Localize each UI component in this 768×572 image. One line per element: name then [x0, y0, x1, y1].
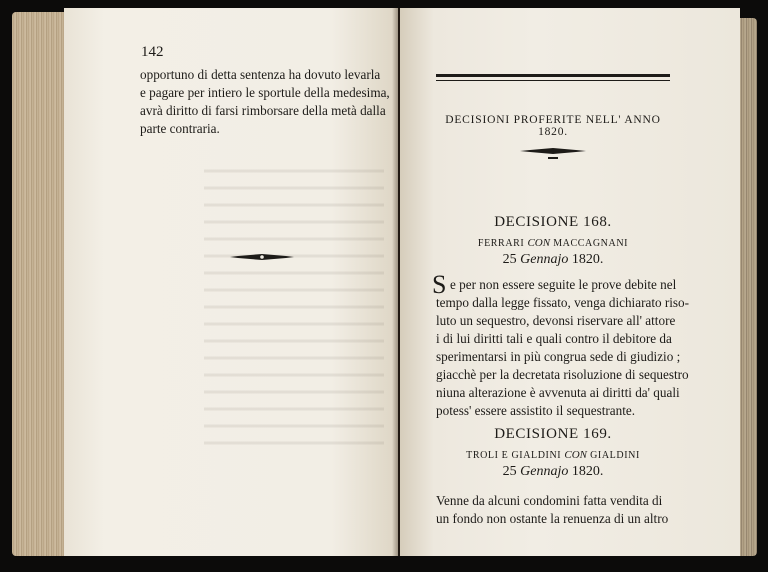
- party-a: TROLI E GIALDINI: [466, 450, 562, 461]
- decision-168-date: [436, 252, 670, 268]
- page-number: 142: [141, 44, 164, 60]
- ornament-divider: [520, 146, 586, 162]
- decision-168-text-line: tempo dalla legge fissato, venga dichiarato riso-: [436, 295, 690, 310]
- date-year: 1820.: [571, 464, 604, 479]
- decision-168-text-line: e per non essere seguite le prove debite nel: [450, 277, 677, 292]
- left-page: [64, 8, 398, 556]
- party-b: MACCAGNANI: [553, 238, 629, 249]
- decision-168-text-line: i di lui diritti tali e quali contro il debitore da: [436, 331, 672, 346]
- left-text-line: avrà diritto di farsi rimborsare della metà dalla: [140, 103, 386, 118]
- right-page-edges: [737, 18, 757, 556]
- decision-168-text-line: potess' essere assistito il sequestrante.: [436, 403, 636, 418]
- decision-169-date: [436, 464, 670, 480]
- decision-169-heading: DECISIONE 169.: [494, 426, 612, 442]
- header-rule-thin: [436, 80, 670, 81]
- decision-169-text-line: Venne da alcuni condomini fatta vendita di: [436, 493, 663, 508]
- party-conjunction: CON: [527, 237, 551, 249]
- party-conjunction: CON: [564, 449, 587, 461]
- party-a: FERRARI: [477, 238, 525, 249]
- date-month: Gennajo: [520, 464, 569, 479]
- date-day: 25: [502, 464, 517, 479]
- left-page-edges: [12, 12, 72, 556]
- date-month: Gennajo: [520, 252, 569, 267]
- party-b: GIALDINI: [590, 450, 640, 461]
- date-day: 25: [502, 252, 517, 267]
- decision-169-text-line: un fondo non ostante la renuenza di un altro: [436, 511, 669, 526]
- header-rule-thick: [436, 74, 670, 77]
- bleed-through-texture: [204, 158, 384, 448]
- decision-168-heading: DECISIONE 168.: [494, 214, 612, 230]
- right-page: [400, 8, 740, 556]
- left-text-line: parte contraria.: [140, 121, 220, 136]
- decision-168-text-line: giacchè per la decretata risoluzione di sequestro: [436, 367, 689, 382]
- left-text-line: opportuno di detta sentenza ha dovuto levarla: [140, 67, 381, 82]
- drop-cap: S: [432, 270, 447, 299]
- decision-168-text-line: luto un sequestro, devonsi riservare all' attore: [436, 313, 676, 328]
- decision-169-parties: [436, 449, 670, 461]
- decision-168-text-line: sperimentarsi in più congrua sede di giudizio ;: [436, 349, 681, 364]
- ornament-divider: [230, 252, 294, 262]
- decision-168-parties: [436, 237, 670, 249]
- running-header: DECISIONI PROFERITE NELL' ANNO 1820.: [445, 114, 661, 138]
- date-year: 1820.: [571, 252, 604, 267]
- decision-168-text-line: niuna alterazione è avvenuta ai diritti da' quali: [436, 385, 680, 400]
- open-book: [12, 8, 757, 564]
- left-text-line: e pagare per intiero le sportule della medesima,: [140, 85, 390, 100]
